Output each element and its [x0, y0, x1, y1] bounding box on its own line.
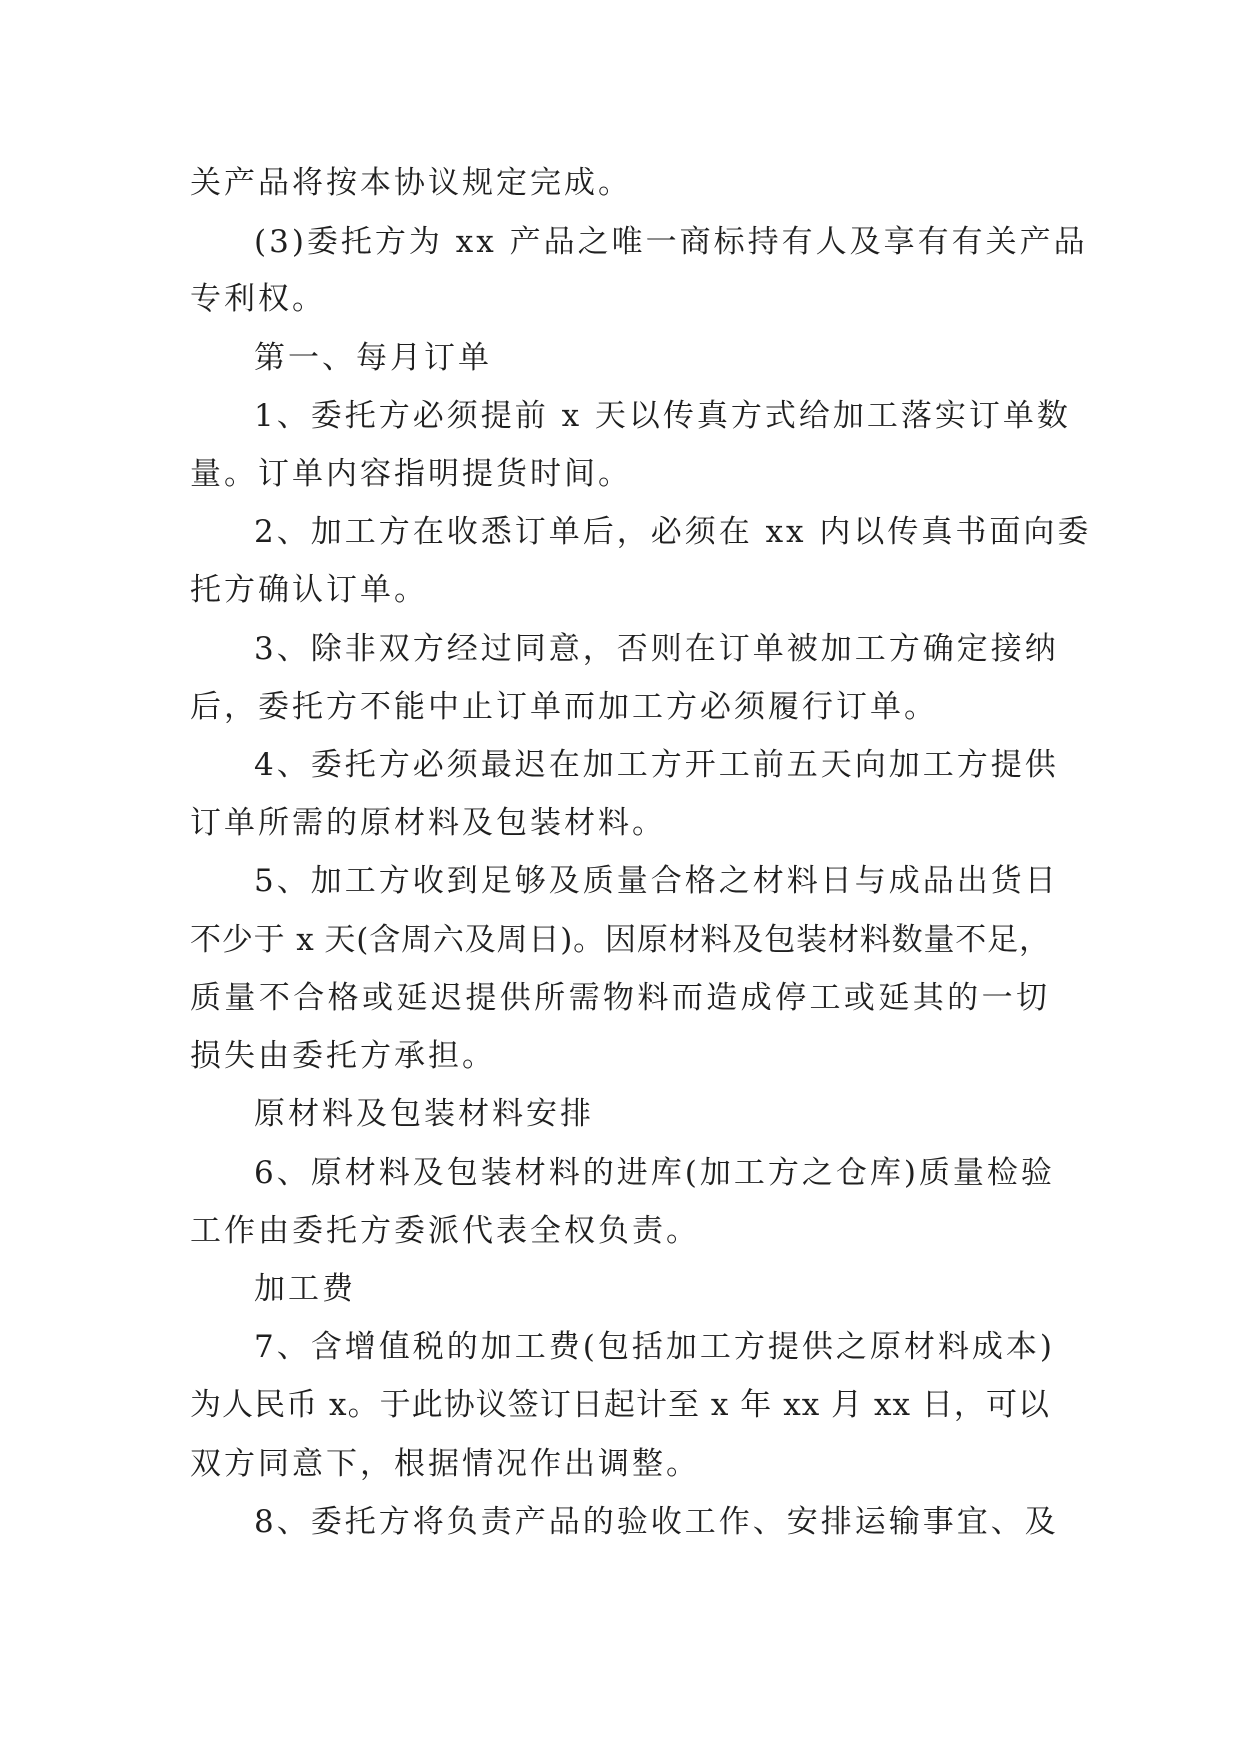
text-line: 质量不合格或延迟提供所需物料而造成停工或延其的一切	[190, 980, 1050, 1016]
text-line: 量。订单内容指明提货时间。	[190, 456, 632, 492]
text-line: 后，委托方不能中止订单而加工方必须履行订单。	[190, 689, 938, 725]
text-line: 1、委托方必须提前 x 天以传真方式给加工落实订单数	[254, 398, 1071, 434]
text-line: 损失由委托方承担。	[190, 1038, 496, 1074]
text-line: 关产品将按本协议规定完成。	[190, 165, 632, 201]
text-line: 6、原材料及包装材料的进库(加工方之仓库)质量检验	[254, 1155, 1055, 1191]
text-line: 专利权。	[190, 281, 326, 317]
text-line: 不少于 x 天(含周六及周日)。因原材料及包装材料数量不足，	[190, 922, 1050, 958]
section-heading: 加工费	[254, 1271, 356, 1307]
text-line: 4、委托方必须最迟在加工方开工前五天向加工方提供	[254, 747, 1059, 783]
section-heading: 原材料及包装材料安排	[254, 1096, 594, 1132]
text-line: 5、加工方收到足够及质量合格之材料日与成品出货日	[254, 863, 1059, 899]
text-line: (3)委托方为 xx 产品之唯一商标持有人及享有有关产品	[254, 224, 1088, 260]
text-line: 工作由委托方委派代表全权负责。	[190, 1213, 700, 1249]
text-line: 双方同意下，根据情况作出调整。	[190, 1446, 700, 1482]
text-line: 3、除非双方经过同意，否则在订单被加工方确定接纳	[254, 631, 1059, 667]
text-line: 为人民币 x。于此协议签订日起计至 x 年 xx 月 xx 日，可以	[190, 1387, 1050, 1423]
text-line: 托方确认订单。	[190, 572, 428, 608]
text-line: 8、委托方将负责产品的验收工作、安排运输事宜、及	[254, 1504, 1059, 1540]
text-line: 7、含增值税的加工费(包括加工方提供之原材料成本)	[254, 1329, 1055, 1365]
text-line: 订单所需的原材料及包装材料。	[190, 805, 666, 841]
text-line: 2、加工方在收悉订单后，必须在 xx 内以传真书面向委	[254, 514, 1092, 550]
section-heading: 第一、每月订单	[254, 340, 492, 376]
